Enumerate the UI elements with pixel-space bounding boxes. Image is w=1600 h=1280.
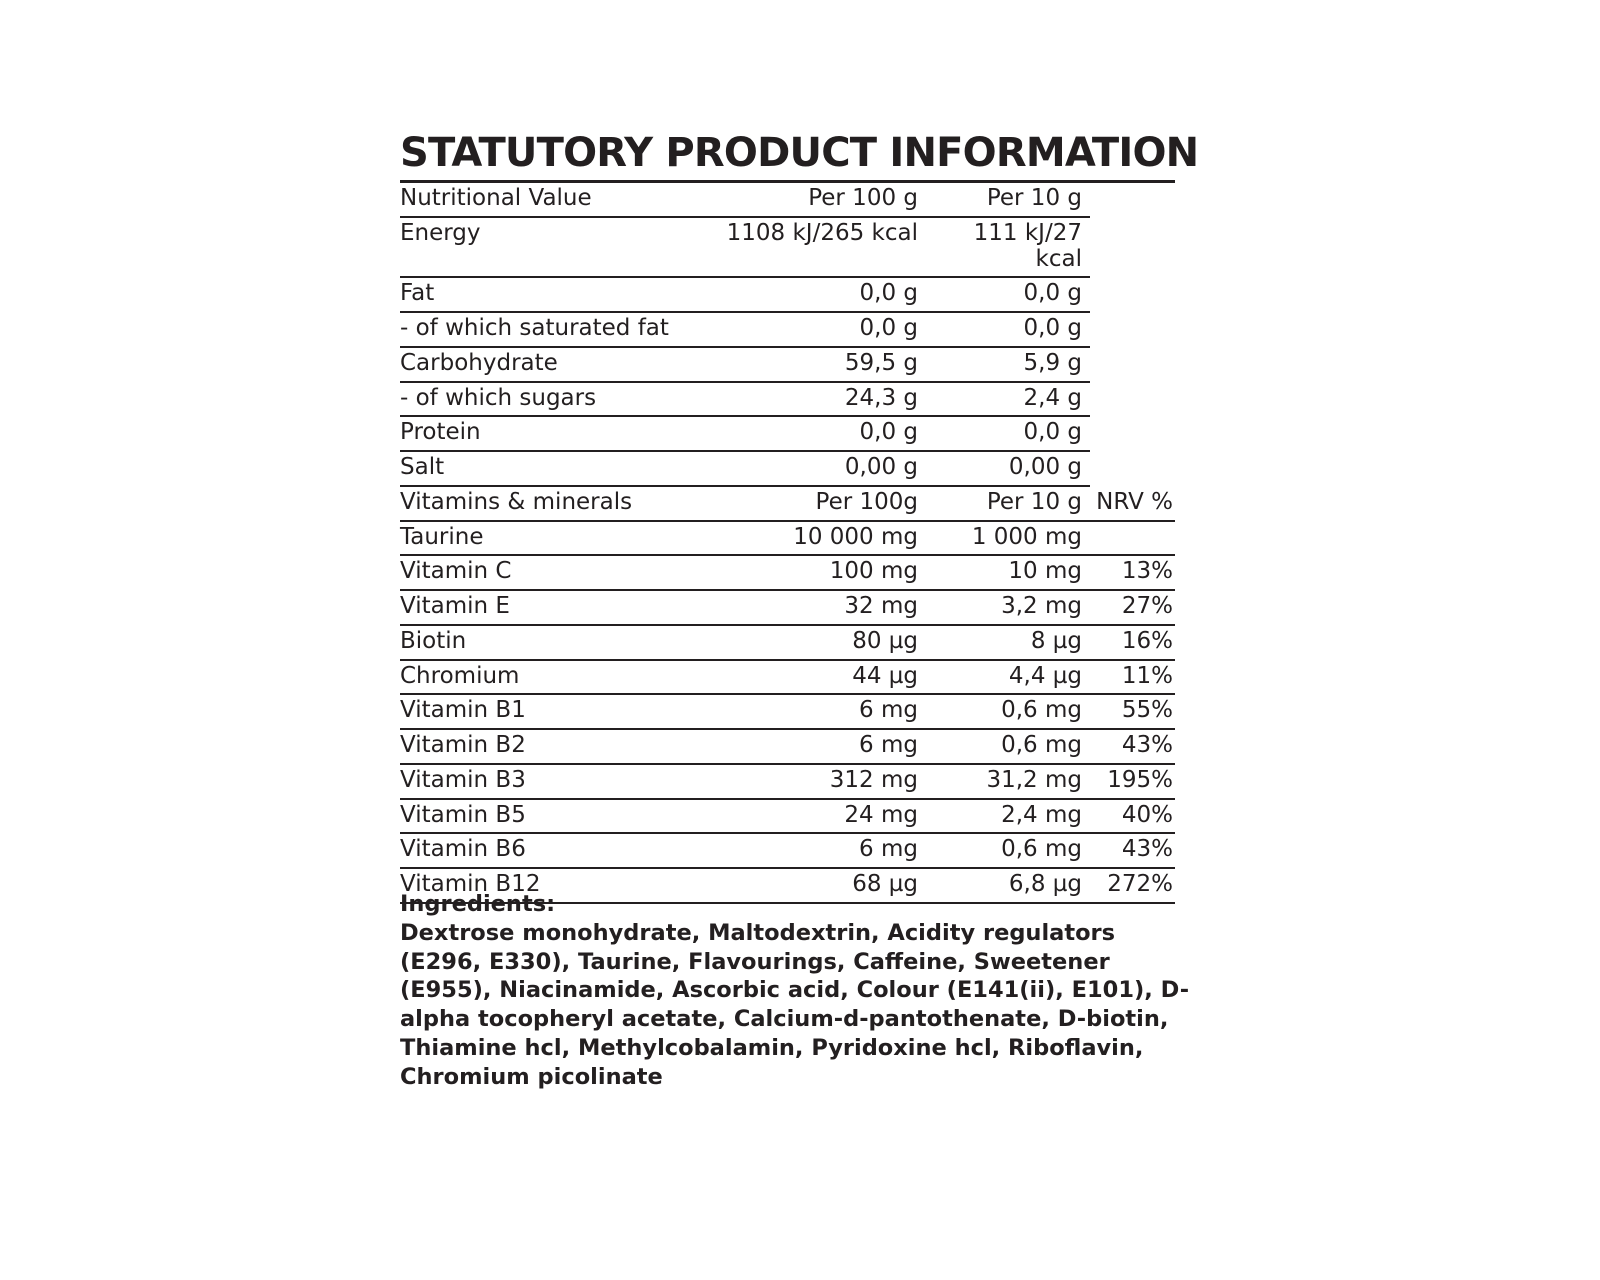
row-label-vitamin-b6: Vitamin B6 [400, 833, 720, 868]
row-per100-vitamin-e: 32 mg [720, 590, 920, 625]
row-nrv-sugars [1090, 382, 1175, 417]
row-nrv-chromium: 11% [1090, 660, 1175, 695]
row-per100-biotin: 80 µg [720, 625, 920, 660]
row-nrv-fat [1090, 277, 1175, 312]
table-row [400, 451, 1175, 486]
row-per100-sugars: 24,3 g [720, 382, 920, 417]
row-label-carbohydrate: Carbohydrate [400, 347, 720, 382]
row-label-vitamin-b3: Vitamin B3 [400, 764, 720, 799]
row-per10-vitamin-b3: 31,2 mg [920, 764, 1090, 799]
table-row [400, 217, 1175, 278]
nutrition-header-name: Nutritional Value [400, 183, 720, 217]
row-label-vitamin-b5: Vitamin B5 [400, 799, 720, 834]
row-nrv-protein [1090, 416, 1175, 451]
row-nrv-biotin: 16% [1090, 625, 1175, 660]
row-label-sugars: - of which sugars [400, 382, 720, 417]
nutrition-table-header-row [400, 183, 1175, 217]
row-per10-vitamin-e: 3,2 mg [920, 590, 1090, 625]
row-per100-vitamin-b2: 6 mg [720, 729, 920, 764]
table-row [400, 694, 1175, 729]
row-per10-fat: 0,0 g [920, 277, 1090, 312]
table-row [400, 521, 1175, 556]
ingredients-text: Dextrose monohydrate, Maltodextrin, Acidity regulators (E296, E330), Taurine, Flavourings, Caffeine, Sweetener (E955), Niacinamide, Ascorbic acid, Colour (E141(ii), E101), D-alpha tocopheryl acetate, Calcium-d-pantothenate, D-biotin, Thiamine hcl, Methylcobalamin, Pyridoxine hcl, Riboflavin, Chromium picolinate [400, 919, 1190, 1090]
row-per100-vitamin-b1: 6 mg [720, 694, 920, 729]
row-label-vitamin-b2: Vitamin B2 [400, 729, 720, 764]
row-label-salt: Salt [400, 451, 720, 486]
row-label-saturated-fat: - of which saturated fat [400, 312, 720, 347]
row-nrv-vitamin-c: 13% [1090, 555, 1175, 590]
row-per10-carbohydrate: 5,9 g [920, 347, 1090, 382]
row-per100-energy: 1108 kJ/265 kcal [720, 217, 920, 278]
row-per100-vitamin-b3: 312 mg [720, 764, 920, 799]
statutory-nutrition-table [400, 183, 1175, 904]
table-row [400, 277, 1175, 312]
row-per10-taurine: 1 000 mg [920, 521, 1090, 556]
ingredients-section [400, 890, 1190, 1092]
table-row [400, 312, 1175, 347]
table-row [400, 347, 1175, 382]
row-per10-vitamin-b6: 0,6 mg [920, 833, 1090, 868]
row-per10-salt: 0,00 g [920, 451, 1090, 486]
row-per10-biotin: 8 µg [920, 625, 1090, 660]
row-nrv-taurine [1090, 521, 1175, 556]
row-per100-saturated-fat: 0,0 g [720, 312, 920, 347]
row-nrv-vitamin-e: 27% [1090, 590, 1175, 625]
vitamins-header-per-100g: Per 100g [720, 486, 920, 521]
row-per100-chromium: 44 µg [720, 660, 920, 695]
row-per100-salt: 0,00 g [720, 451, 920, 486]
table-row [400, 555, 1175, 590]
vitamins-header-per-10g: Per 10 g [920, 486, 1090, 521]
row-nrv-salt [1090, 451, 1175, 486]
row-nrv-vitamin-b2: 43% [1090, 729, 1175, 764]
row-label-vitamin-b1: Vitamin B1 [400, 694, 720, 729]
row-label-vitamin-e: Vitamin E [400, 590, 720, 625]
row-per100-carbohydrate: 59,5 g [720, 347, 920, 382]
table-row [400, 382, 1175, 417]
row-per10-saturated-fat: 0,0 g [920, 312, 1090, 347]
row-per10-vitamin-b1: 0,6 mg [920, 694, 1090, 729]
row-nrv-vitamin-b3: 195% [1090, 764, 1175, 799]
table-row [400, 660, 1175, 695]
table-row [400, 764, 1175, 799]
row-per10-chromium: 4,4 µg [920, 660, 1090, 695]
page-title: STATUTORY PRODUCT INFORMATION [400, 132, 1175, 183]
row-nrv-energy [1090, 217, 1175, 278]
row-per100-vitamin-b12: 68 µg [720, 868, 920, 903]
nutrition-header-nrv-spacer [1090, 183, 1175, 217]
table-row [400, 590, 1175, 625]
row-label-vitamin-b12: Vitamin B12 [400, 868, 720, 903]
row-nrv-carbohydrate [1090, 347, 1175, 382]
row-nrv-vitamin-b5: 40% [1090, 799, 1175, 834]
table-row [400, 799, 1175, 834]
row-label-protein: Protein [400, 416, 720, 451]
row-label-chromium: Chromium [400, 660, 720, 695]
row-nrv-vitamin-b12: 272% [1090, 868, 1175, 903]
row-per100-vitamin-b5: 24 mg [720, 799, 920, 834]
row-nrv-vitamin-b6: 43% [1090, 833, 1175, 868]
table-row [400, 625, 1175, 660]
row-per10-vitamin-b2: 0,6 mg [920, 729, 1090, 764]
row-per100-protein: 0,0 g [720, 416, 920, 451]
row-per100-vitamin-b6: 6 mg [720, 833, 920, 868]
ingredients-label: Ingredients: [400, 891, 556, 917]
table-row [400, 729, 1175, 764]
row-per10-vitamin-c: 10 mg [920, 555, 1090, 590]
row-label-fat: Fat [400, 277, 720, 312]
row-per10-energy: 111 kJ/27 kcal [920, 217, 1090, 278]
vitamins-header-name: Vitamins & minerals [400, 486, 720, 521]
row-label-energy: Energy [400, 217, 720, 278]
row-label-vitamin-c: Vitamin C [400, 555, 720, 590]
row-per100-taurine: 10 000 mg [720, 521, 920, 556]
row-per10-vitamin-b5: 2,4 mg [920, 799, 1090, 834]
row-nrv-vitamin-b1: 55% [1090, 694, 1175, 729]
row-per10-protein: 0,0 g [920, 416, 1090, 451]
row-label-biotin: Biotin [400, 625, 720, 660]
row-per10-sugars: 2,4 g [920, 382, 1090, 417]
row-per10-vitamin-b12: 6,8 µg [920, 868, 1090, 903]
row-per100-fat: 0,0 g [720, 277, 920, 312]
nutrition-header-per-10g: Per 10 g [920, 183, 1090, 217]
row-per100-vitamin-c: 100 mg [720, 555, 920, 590]
table-row [400, 833, 1175, 868]
statutory-information-panel [400, 130, 1199, 904]
row-nrv-saturated-fat [1090, 312, 1175, 347]
row-label-taurine: Taurine [400, 521, 720, 556]
vitamins-table-header-row [400, 486, 1175, 521]
table-row [400, 416, 1175, 451]
nutrition-header-per-100g: Per 100 g [720, 183, 920, 217]
vitamins-header-nrv: NRV % [1090, 486, 1175, 521]
